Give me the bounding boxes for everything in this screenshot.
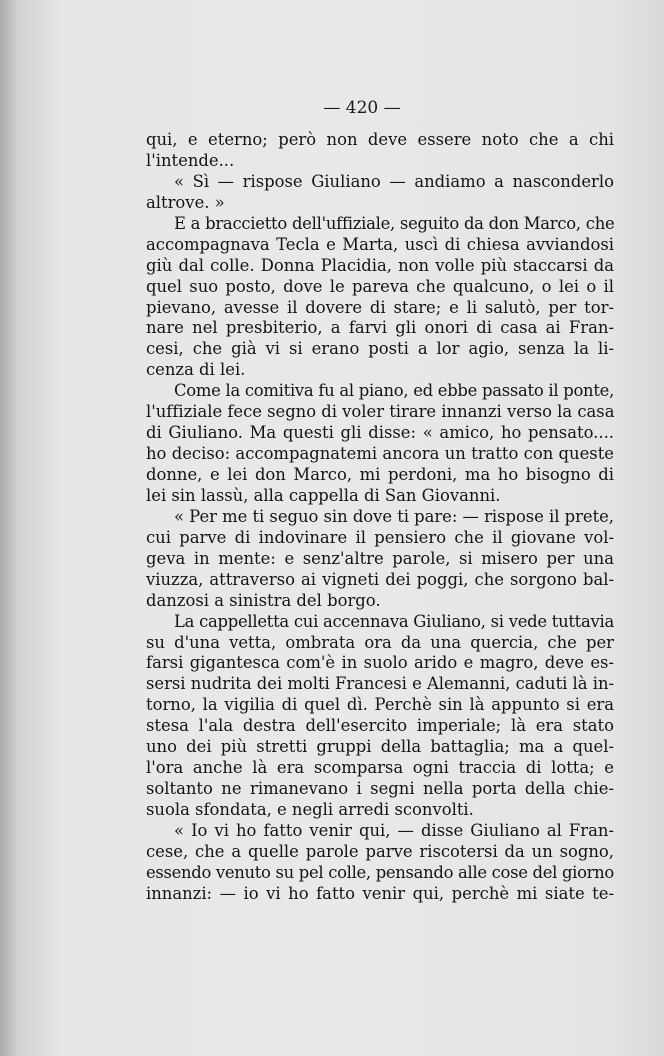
text-line: donne, e lei don Marco, mi perdoni, ma ho bisogno di bbox=[146, 465, 614, 484]
text-line: sersi nudrita dei molti Francesi e Alemanni, caduti là in- bbox=[146, 674, 615, 694]
text-line: ho deciso: accompagnatemi ancora un tratto con queste bbox=[146, 444, 614, 464]
text-line: suola sfondata, e negli arredi sconvolti. bbox=[146, 800, 474, 819]
text-line: altrove. » bbox=[146, 192, 225, 212]
text-line: uno dei più stretti gruppi della battaglia; ma a quel- bbox=[146, 737, 614, 757]
text-line: nare nel presbiterio, a farvi gli onori di casa ai Fran- bbox=[146, 318, 614, 338]
text-line: l'intende... bbox=[146, 150, 235, 170]
text-line: torno, la vigilia di quel dì. Perchè sin là appunto si era bbox=[146, 695, 614, 715]
text-line: danzosi a sinistra del borgo. bbox=[146, 590, 381, 610]
text-line: soltanto ne rimanevano i segni nella porta della chie- bbox=[146, 779, 614, 799]
text-line: cese, che a quelle parole parve riscotersi da un sogno, bbox=[146, 841, 614, 861]
text-line: cenza di lei. bbox=[146, 360, 246, 380]
page-number: — 420 — bbox=[323, 98, 401, 118]
text-line: La cappelletta cui accennava Giuliano, si vede tuttavia bbox=[174, 611, 614, 631]
text-line: Come la comitiva fu al piano, ed ebbe passato il ponte, bbox=[174, 381, 615, 401]
body-text bbox=[146, 130, 614, 905]
text-line: stesa l'ala destra dell'esercito imperiale; là era stato bbox=[146, 716, 614, 736]
text-line: « Per me ti seguo sin dove ti pare: — rispose il prete, bbox=[174, 506, 614, 526]
text-line: farsi gigantesca com'è in suolo arido e magro, deve es- bbox=[146, 653, 614, 673]
text-line: accompagnava Tecla e Marta, uscì di chiesa avviandosi bbox=[146, 234, 614, 254]
text-line: cui parve di indovinare il pensiero che il giovane vol- bbox=[146, 527, 614, 547]
text-line: su d'una vetta, ombrata ora da una quercia, che per bbox=[146, 632, 614, 652]
text-line: « Io vi ho fatto venir qui, — disse Giuliano al Fran- bbox=[174, 820, 614, 840]
text-line: cesi, che già vi si erano posti a lor agio, senza la li- bbox=[146, 339, 614, 359]
text-line: innanzi: — io vi ho fatto venir qui, perchè mi siate te- bbox=[146, 883, 614, 903]
text-line: lei sin lassù, alla cappella di San Giovanni. bbox=[146, 485, 501, 505]
text-line: geva in mente: e senz'altre parole, si misero per una bbox=[146, 548, 614, 568]
text-line: l'uffiziale fece segno di voler tirare innanzi verso la casa bbox=[146, 402, 615, 422]
text-line: viuzza, attraverso ai vigneti dei poggi, che sorgono bal- bbox=[146, 569, 614, 589]
text-line: « Sì — rispose Giuliano — andiamo a nasconderlo bbox=[174, 171, 614, 191]
text-line: quel suo posto, dove le pareva che qualcuno, o lei o il bbox=[146, 276, 614, 296]
text-line: E a braccietto dell'uffiziale, seguito da don Marco, che bbox=[174, 213, 615, 233]
text-line: l'ora anche là era scomparsa ogni traccia di lotta; e bbox=[146, 758, 614, 778]
text-line: qui, e eterno; però non deve essere noto che a chi bbox=[146, 130, 614, 149]
text-line: essendo venuto su pel colle, pensando alle cose del giorno bbox=[146, 862, 614, 882]
text-line: giù dal colle. Donna Placidia, non volle più staccarsi da bbox=[146, 255, 614, 275]
text-line: pievano, avesse il dovere di stare; e li salutò, per tor- bbox=[146, 297, 614, 317]
text-line: di Giuliano. Ma questi gli disse: « amico, ho pensato.... bbox=[146, 423, 614, 443]
